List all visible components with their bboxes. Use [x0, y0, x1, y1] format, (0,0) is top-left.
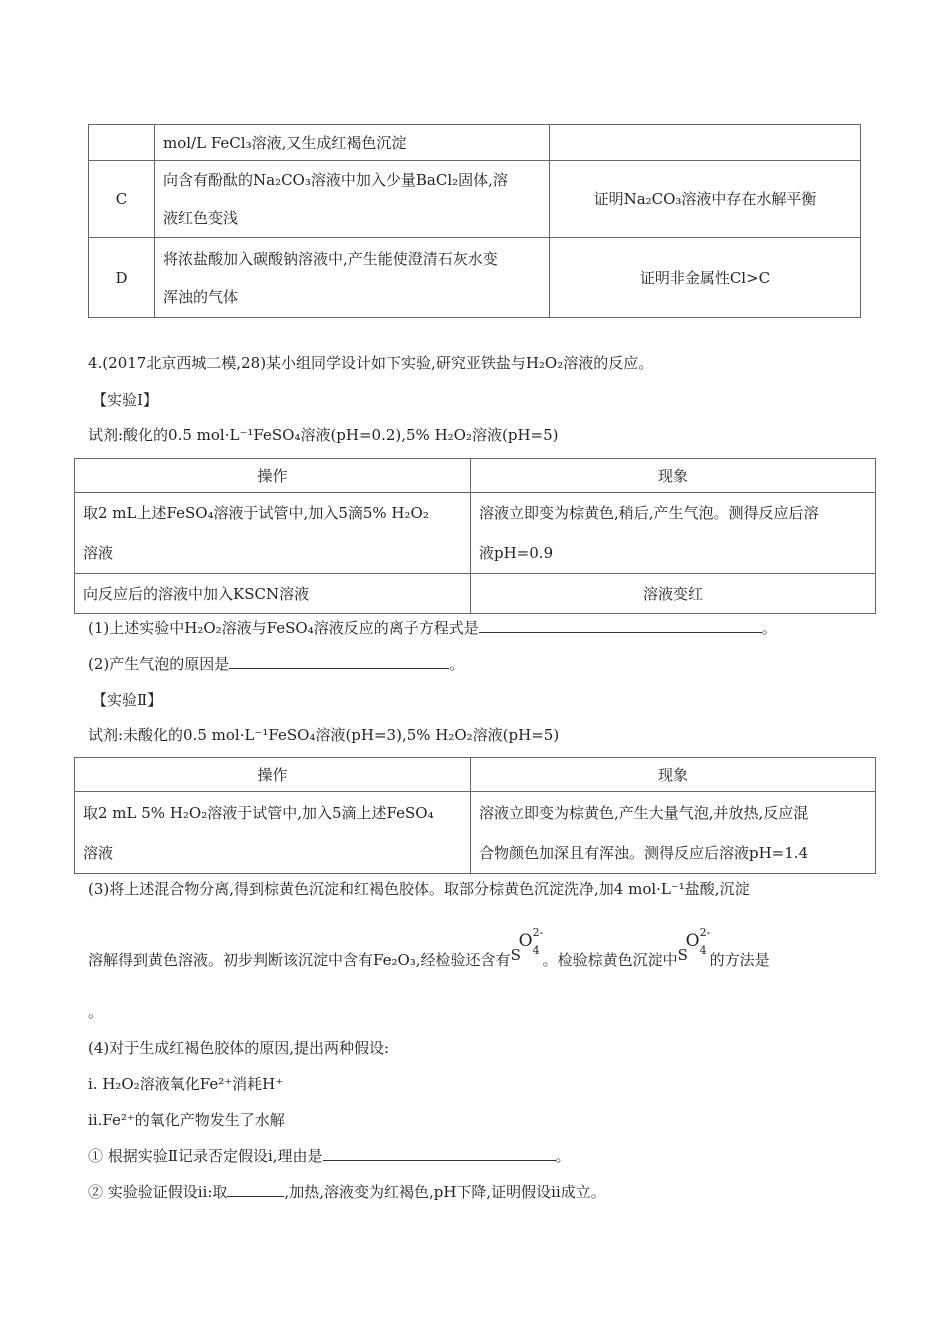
ion-charge: 2- — [532, 926, 544, 939]
question-2 — [88, 654, 464, 674]
cell-line: 溶液立即变为棕黄色,产生大量气泡,并放热,反应混 — [479, 803, 809, 822]
operation-cell — [75, 493, 471, 574]
cell-line: 溶液 — [83, 843, 114, 862]
experiment-1-reagents: 试剂:酸化的0.5 mol·L⁻¹FeSO₄溶液(pH=0.2),5% H₂O₂溶液(pH=5) — [88, 426, 559, 444]
table-header-row — [75, 758, 876, 792]
content-line: 浑浊的气体 — [163, 287, 239, 306]
option-label — [89, 125, 155, 161]
period: 。 — [761, 619, 777, 637]
sub-question-2-text: ,加热,溶液变为红褐色,pH下降,证明假设ⅱ成立。 — [284, 1183, 606, 1201]
experiment-2-table — [74, 757, 876, 874]
sulfate-ion — [677, 926, 711, 965]
ion-count: 4 — [699, 944, 707, 957]
phenomenon-cell — [471, 493, 876, 574]
table-row — [89, 125, 861, 161]
question-2-text: (2)产生气泡的原因是 — [88, 655, 230, 673]
sub-question-1 — [88, 1146, 571, 1166]
phenomenon-cell — [471, 792, 876, 874]
cell-line: 取2 mL 5% H₂O₂溶液于试管中,加入5滴上述FeSO₄ — [83, 803, 434, 822]
table-row — [89, 238, 861, 318]
table-row — [75, 792, 876, 874]
question-3-line-1: (3)将上述混合物分离,得到棕黄色沉淀和红褐色胶体。取部分棕黄色沉淀洗净,加4 mol·L⁻¹盐酸,沉淀 — [88, 880, 750, 898]
experiment-2-reagents: 试剂:未酸化的0.5 mol·L⁻¹FeSO₄溶液(pH=3),5% H₂O₂溶液(pH=5) — [88, 726, 560, 744]
question-3-text: 溶解得到黄色溶液。初步判断该沉淀中含有Fe₂O₃,经检验还含有 — [88, 951, 511, 969]
content-line: 将浓盐酸加入碳酸钠溶液中,产生能使澄清石灰水变 — [163, 249, 498, 268]
header-operation: 操作 — [75, 758, 471, 792]
period: 。 — [449, 655, 465, 673]
experiment-1-table — [74, 458, 876, 614]
table-row — [75, 493, 876, 574]
question-4-title: (4)对于生成红褐色胶体的原因,提出两种假设: — [88, 1039, 390, 1057]
ion-o: O — [685, 931, 700, 951]
option-purpose: 证明非金属性Cl>C — [550, 238, 861, 318]
ion-s: S — [677, 946, 688, 964]
table-row — [89, 161, 861, 238]
ion-s: S — [510, 946, 521, 964]
question-3-end: 。 — [88, 1003, 104, 1021]
operation-cell: 向反应后的溶液中加入KSCN溶液 — [75, 574, 471, 614]
options-table — [88, 124, 861, 318]
option-purpose — [550, 125, 861, 161]
answer-blank[interactable] — [229, 654, 449, 669]
header-phenomenon: 现象 — [471, 459, 876, 493]
sub-question-1-text: ① 根据实验Ⅱ记录否定假设ⅰ,理由是 — [88, 1147, 323, 1165]
ion-o: O — [518, 931, 533, 951]
answer-blank[interactable] — [323, 1146, 556, 1161]
experiment-1-title: 【实验Ⅰ】 — [92, 391, 158, 409]
sub-question-2-text: ② 实验验证假设ⅱ:取 — [88, 1183, 228, 1201]
header-phenomenon: 现象 — [471, 758, 876, 792]
content-line: 液红色变浅 — [163, 209, 239, 227]
cell-line: 液pH=0.9 — [479, 544, 554, 562]
option-label: D — [89, 238, 155, 318]
option-purpose: 证明Na₂CO₃溶液中存在水解平衡 — [550, 161, 861, 238]
hypothesis-1: ⅰ. H₂O₂溶液氧化Fe²⁺消耗H⁺ — [88, 1075, 284, 1093]
question-3-text: 。检验棕黄色沉淀中 — [542, 951, 678, 969]
option-label: C — [89, 161, 155, 238]
option-content — [155, 161, 550, 238]
ion-count: 4 — [532, 944, 540, 957]
cell-line: 取2 mL上述FeSO₄溶液于试管中,加入5滴5% H₂O₂ — [83, 504, 429, 522]
option-content: mol/L FeCl₃溶液,又生成红褐色沉淀 — [155, 125, 550, 161]
table-header-row — [75, 459, 876, 493]
period: 。 — [555, 1147, 571, 1165]
operation-cell — [75, 792, 471, 874]
question-intro: 4.(2017北京西城二模,28)某小组同学设计如下实验,研究亚铁盐与H₂O₂溶液的反应。 — [88, 354, 654, 372]
answer-blank[interactable] — [227, 1182, 284, 1197]
ion-charge: 2- — [699, 926, 711, 939]
phenomenon-cell: 溶液变红 — [471, 574, 876, 614]
answer-blank[interactable] — [479, 618, 762, 633]
hypothesis-2: ⅱ.Fe²⁺的氧化产物发生了水解 — [88, 1111, 285, 1129]
content-line: 向含有酚酞的Na₂CO₃溶液中加入少量BaCl₂固体,溶 — [163, 171, 508, 189]
sulfate-ion — [510, 926, 544, 965]
cell-line: 合物颜色加深且有浑浊。测得反应后溶液pH=1.4 — [479, 843, 809, 862]
question-1 — [88, 618, 777, 638]
cell-line: 溶液 — [83, 544, 114, 562]
question-3-line-2 — [88, 926, 770, 970]
header-operation: 操作 — [75, 459, 471, 493]
option-content — [155, 238, 550, 318]
sub-question-2 — [88, 1182, 606, 1202]
cell-line: 溶液立即变为棕黄色,稍后,产生气泡。测得反应后溶 — [479, 504, 819, 522]
question-3-text: 的方法是 — [709, 951, 770, 969]
experiment-2-title: 【实验Ⅱ】 — [92, 691, 163, 709]
question-1-text: (1)上述实验中H₂O₂溶液与FeSO₄溶液反应的离子方程式是 — [88, 619, 479, 637]
table-row — [75, 574, 876, 614]
